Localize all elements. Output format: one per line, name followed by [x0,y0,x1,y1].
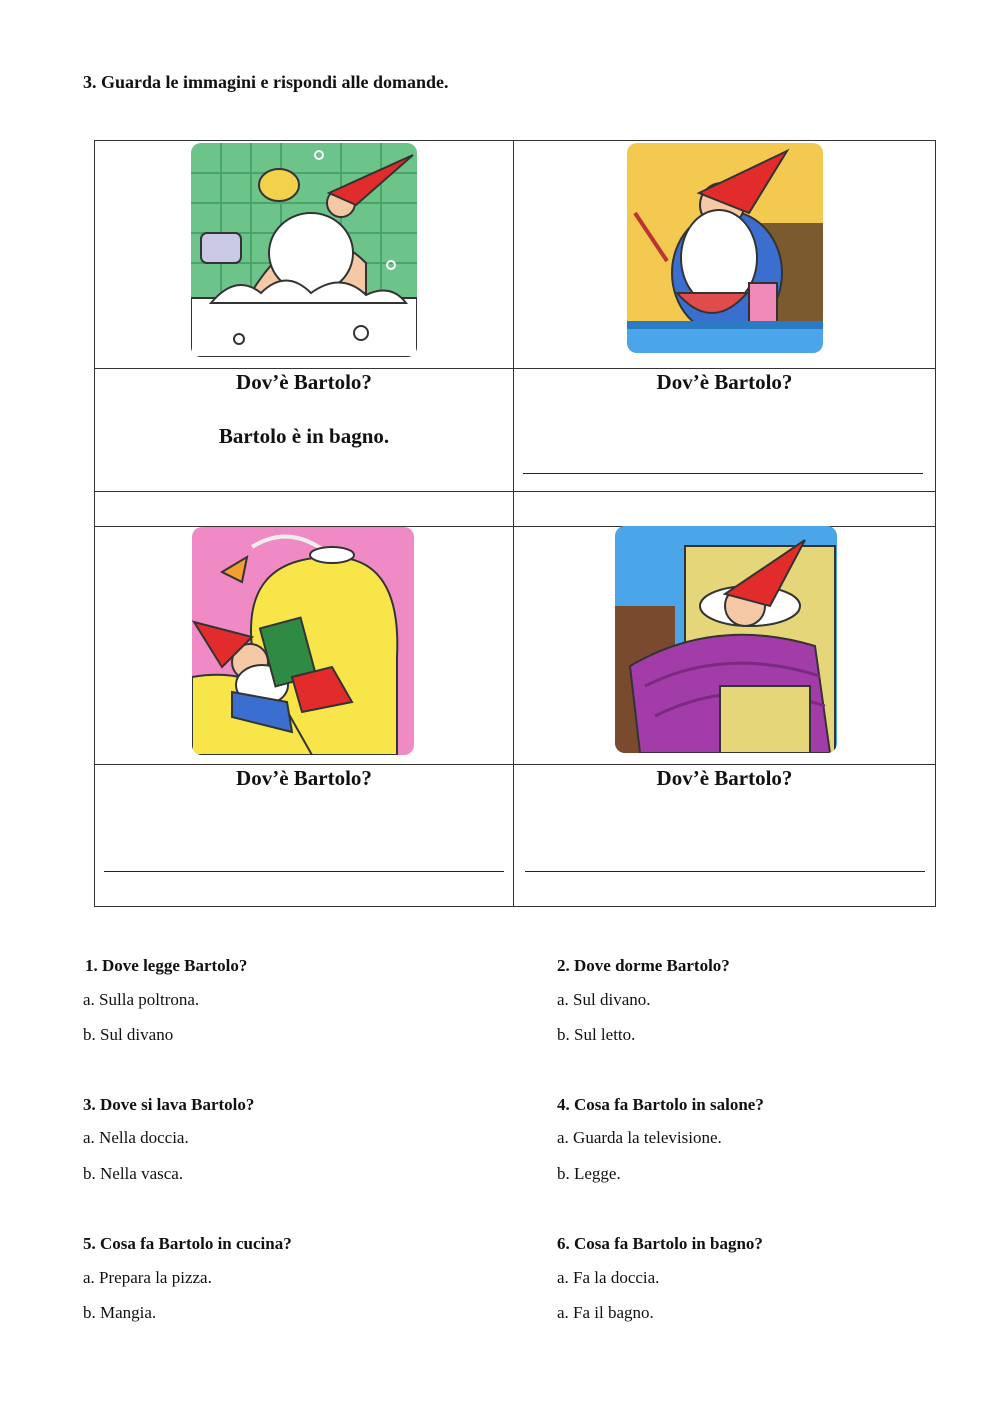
quiz-question-1: 1. Dove legge Bartolo? [85,956,248,975]
quiz-question-3: 3. Dove si lava Bartolo? [83,1095,255,1114]
quiz-option[interactable]: b. Legge. [557,1164,621,1183]
row-divider [95,491,935,492]
cell-1-question: Dov’è Bartolo? [236,370,372,394]
exercise-table [94,140,936,907]
row-divider [95,368,935,369]
quiz-option[interactable]: a. Fa la doccia. [557,1268,660,1287]
quiz-option[interactable]: b. Sul divano [83,1025,174,1044]
row-divider [95,764,935,765]
quiz-option[interactable]: a. Prepara la pizza. [83,1268,212,1287]
cell-2-answer-line[interactable] [523,473,923,474]
gnome-kitchen-image [627,143,823,353]
cell-3-answer-line[interactable] [104,871,504,872]
quiz-option[interactable]: b. Nella vasca. [83,1164,184,1183]
gnome-armchair-image [192,527,414,755]
quiz-question-5: 5. Cosa fa Bartolo in cucina? [83,1234,292,1253]
column-divider [513,141,514,906]
quiz-option[interactable]: a. Fa il bagno. [557,1303,654,1322]
quiz-option[interactable]: a. Sul divano. [557,990,651,1009]
quiz-question-4: 4. Cosa fa Bartolo in salone? [557,1095,764,1114]
cell-3-question: Dov’è Bartolo? [236,766,372,790]
exercise-heading: 3. Guarda le immagini e rispondi alle domande. [83,72,449,92]
cell-1-answer: Bartolo è in bagno. [218,424,390,448]
cell-2-question: Dov’è Bartolo? [656,370,793,394]
gnome-bed-image [615,526,837,753]
cell-4-answer-line[interactable] [525,871,925,872]
gnome-bathtub-image [191,143,417,357]
quiz-question-6: 6. Cosa fa Bartolo in bagno? [557,1234,763,1253]
quiz-option[interactable]: a. Sulla poltrona. [83,990,200,1009]
cell-4-question: Dov’è Bartolo? [656,766,793,790]
quiz-option[interactable]: a. Guarda la televisione. [557,1128,722,1147]
quiz-option[interactable]: a. Nella doccia. [83,1128,189,1147]
quiz-question-2: 2. Dove dorme Bartolo? [557,956,730,975]
quiz-option[interactable]: b. Mangia. [83,1303,157,1322]
quiz-option[interactable]: b. Sul letto. [557,1025,636,1044]
